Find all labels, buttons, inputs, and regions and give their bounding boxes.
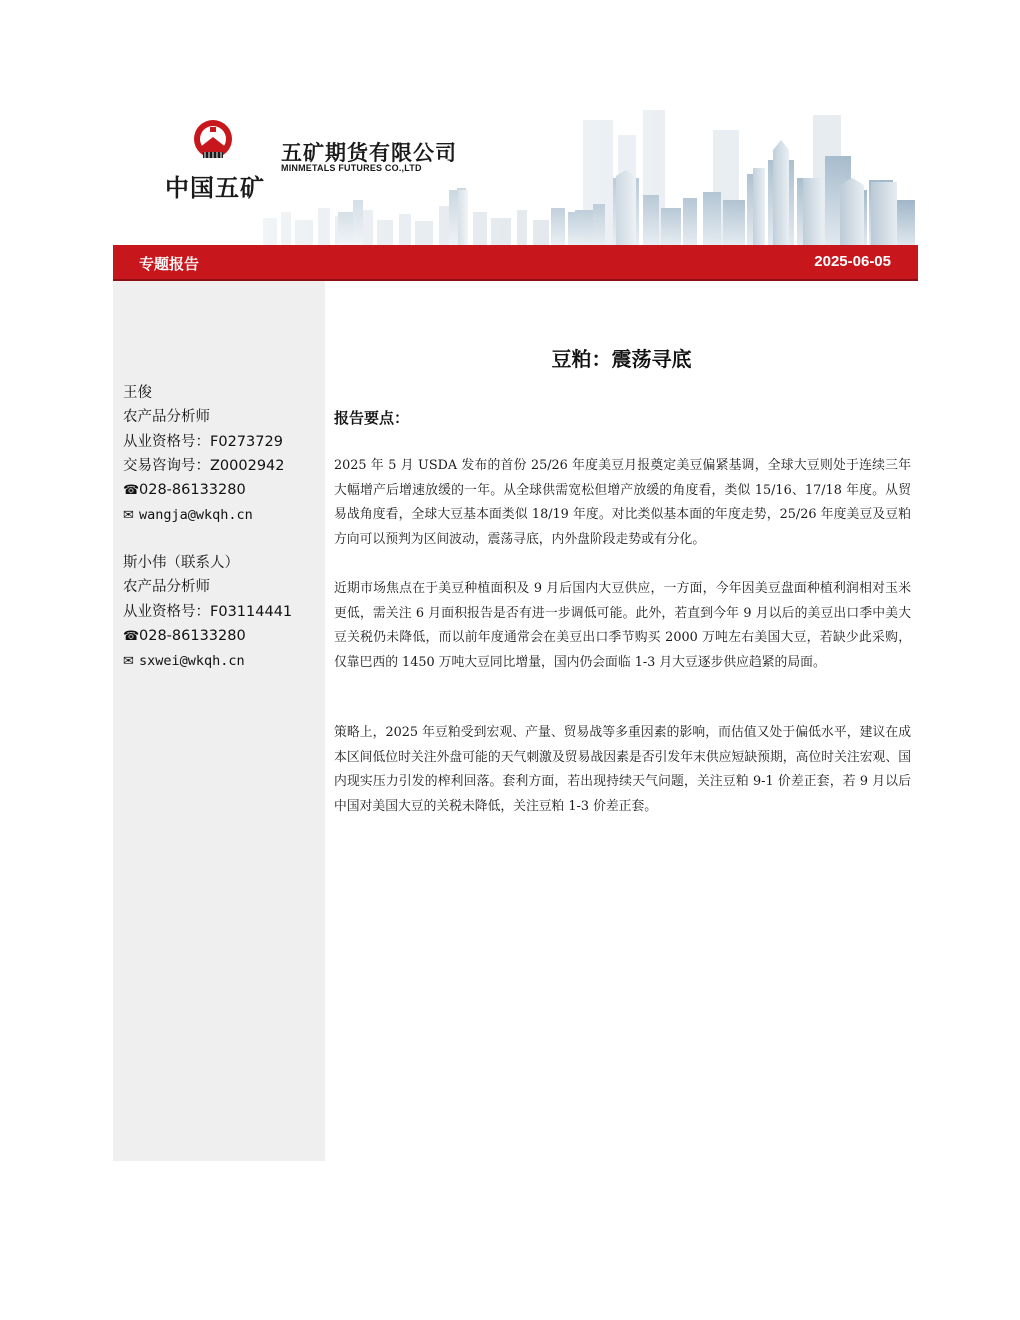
report-type-band	[113, 245, 918, 281]
key-points-heading: 报告要点：	[334, 409, 410, 427]
body-paragraph: 策略上，2025 年豆粕受到宏观、产量、贸易战等多重因素的影响，而估值又处于偏低水平，建议在成本区间低位时关注外盘可能的天气刺激及贸易战因素是否引发年末供应短缺预期，高位时关注宏观、国内现实压力引发的榨利回落。套利方面，若出现持续天气问题，关注豆粕 9-1 价差正套，若 9 月以后中国对美国大豆的关税未降低，关注豆粕 1-3 价差正套。	[334, 725, 911, 814]
brand-name-cn: 中国五矿	[165, 174, 265, 202]
report-title: 豆粕：震荡寻底	[551, 347, 692, 371]
author-phone: 028-86133280	[139, 627, 246, 644]
author-role: 农产品分析师	[123, 579, 210, 596]
company-emblem-logo	[190, 118, 236, 164]
author-consult-number: 交易咨询号：Z0002942	[123, 457, 285, 474]
body-paragraph: 近期市场焦点在于美豆种植面积及 9 月后国内大豆供应，一方面，今年因美豆盘面种植利润相对玉米更低，需关注 6 月面积报告是否有进一步调低可能。此外，若直到今年 9 月以后的美豆出口季中美大豆关税仍未降低，而以前年度通常会在美豆出口季节购买 2000 万吨左右美国大豆，若缺少此采购，仅靠巴西的 1450 万吨大豆同比增量，国内仍会面临 1-3 月大豆逐步供应趋紧的局面。	[334, 581, 911, 670]
author-card	[123, 551, 292, 674]
author-qualification-number: 从业资格号：F03114441	[123, 603, 293, 620]
author-card	[123, 381, 285, 529]
author-email-row[interactable]	[123, 649, 292, 674]
author-email-row[interactable]	[123, 503, 285, 528]
author-email-link[interactable]: wangja@wkqh.cn	[139, 507, 253, 524]
author-name: 王俊	[123, 385, 152, 401]
phone-icon: ☎	[123, 628, 140, 644]
company-name-cn: 五矿期货有限公司	[281, 141, 457, 165]
author-name: 斯小伟（联系人）	[123, 555, 239, 571]
author-phone: 028-86133280	[139, 482, 246, 499]
author-qualification-number: 从业资格号：F0273729	[123, 433, 283, 450]
author-phone-row	[123, 478, 285, 503]
body-paragraph: 2025 年 5 月 USDA 发布的首份 25/26 年度美豆月报奠定美豆偏紧基调，全球大豆则处于连续三年大幅增产后增速放缓的一年。从全球供需宽松但增产放缓的角度看，类似 15/16、17/18 年度。从贸易战角度看，全球大豆基本面类似 18/19 年度。对比类似基本面的年度走势，25/26 年度美豆及豆粕方向可以预判为区间波动，震荡寻底，内外盘阶段走势或有分化。	[334, 458, 911, 547]
report-date: 2025-06-05	[814, 253, 891, 270]
report-type-label: 专题报告	[139, 255, 200, 273]
author-sidebar	[113, 281, 325, 1161]
author-role: 农产品分析师	[123, 409, 210, 426]
author-email-link[interactable]: sxwei@wkqh.cn	[139, 653, 245, 670]
phone-icon: ☎	[123, 483, 140, 499]
mail-icon: ✉	[123, 654, 134, 670]
company-name-en: MINMETALS FUTURES CO.,LTD	[281, 163, 422, 173]
mail-icon: ✉	[123, 508, 134, 524]
author-phone-row	[123, 624, 292, 649]
